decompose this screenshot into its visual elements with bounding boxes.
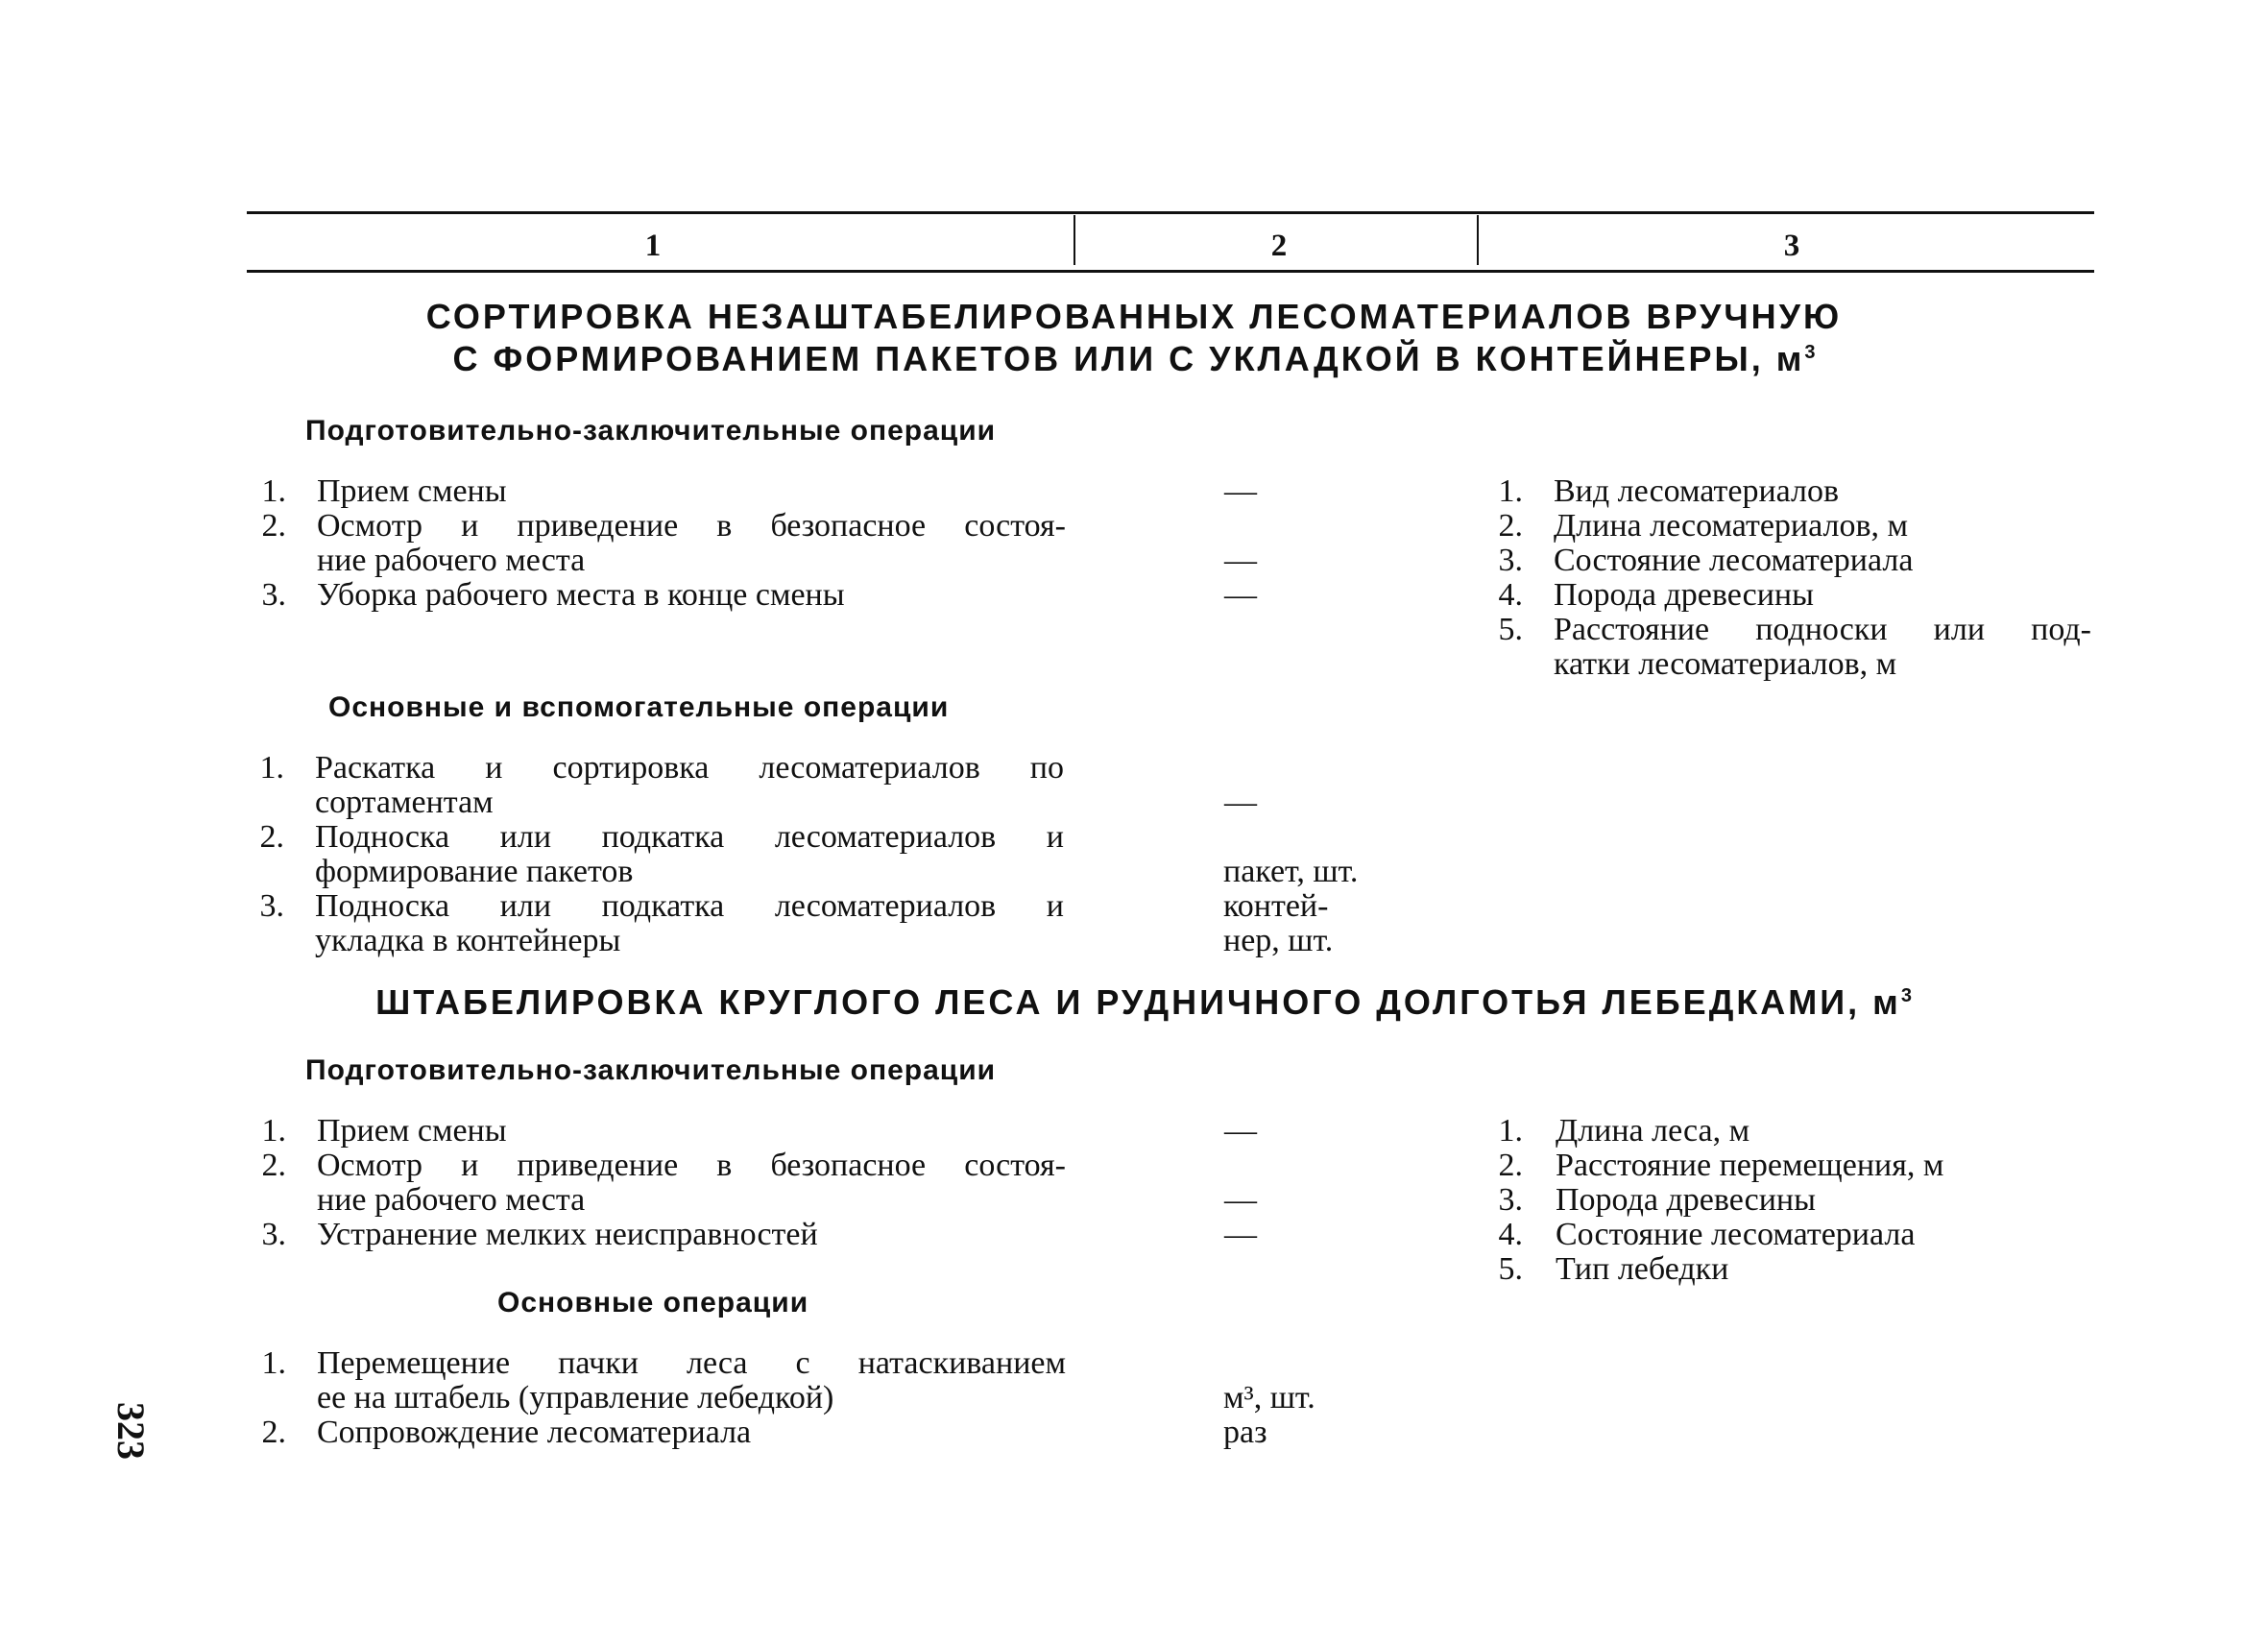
factor-item-continuation: катки лесоматериалов, м bbox=[1554, 646, 1897, 682]
table-header-rule bbox=[247, 270, 2094, 273]
unit-value: м³, шт. bbox=[1223, 1380, 1315, 1415]
list-number: 1. bbox=[259, 750, 284, 786]
section1-prep-heading: Подготовительно-заключительные операции bbox=[305, 415, 997, 447]
factor-item: Порода древесины bbox=[1556, 1182, 1816, 1218]
factor-item: Расстояние перемещения, м bbox=[1556, 1148, 1944, 1183]
factor-number: 1. bbox=[1498, 1113, 1523, 1149]
unit-value: — bbox=[1224, 577, 1257, 613]
unit-value: раз bbox=[1223, 1415, 1267, 1450]
column-header-2: 2 bbox=[1270, 229, 1288, 263]
unit-value: контей- bbox=[1223, 888, 1329, 924]
list-item: Подноска или подкатка лесоматериалов и bbox=[315, 819, 1064, 855]
factor-item: Состояние лесоматериала bbox=[1556, 1217, 1916, 1252]
factor-number: 4. bbox=[1498, 577, 1523, 613]
section2-prep-heading: Подготовительно-заключительные операции bbox=[305, 1054, 997, 1086]
list-number: 1. bbox=[261, 1345, 286, 1381]
factor-number: 3. bbox=[1498, 1182, 1523, 1218]
list-number: 2. bbox=[259, 819, 284, 855]
list-item: Осмотр и приведение в безопасное состоя- bbox=[317, 1148, 1066, 1183]
column-divider-1 bbox=[1074, 215, 1075, 265]
page-number: 323 bbox=[109, 1402, 153, 1460]
list-item-continuation: ее на штабель (управление лебедкой) bbox=[317, 1380, 834, 1415]
unit-value: пакет, шт. bbox=[1223, 854, 1359, 889]
factor-number: 2. bbox=[1498, 1148, 1523, 1183]
factor-item: Длина лесоматериалов, м bbox=[1554, 508, 1909, 544]
unit-value: — bbox=[1224, 473, 1257, 509]
factor-number: 5. bbox=[1498, 612, 1523, 647]
list-item: Сопровождение лесоматериала bbox=[317, 1415, 752, 1450]
factor-item: Порода древесины bbox=[1554, 577, 1814, 613]
section1-title-line1: СОРТИРОВКА НЕЗАШТАБЕЛИРОВАННЫХ ЛЕСОМАТЕРИАЛОВ ВРУЧНУЮ bbox=[425, 297, 1843, 336]
factor-number: 4. bbox=[1498, 1217, 1523, 1252]
column-divider-2 bbox=[1477, 215, 1479, 265]
list-number: 3. bbox=[259, 888, 284, 924]
list-number: 2. bbox=[261, 1148, 286, 1183]
column-header-3: 3 bbox=[1783, 229, 1800, 263]
section1-main-heading: Основные и вспомогательные операции bbox=[328, 691, 950, 723]
factor-number: 2. bbox=[1498, 508, 1523, 544]
unit-value-continuation: нер, шт. bbox=[1223, 923, 1334, 958]
section1-title-line2: С ФОРМИРОВАНИЕМ ПАКЕТОВ ИЛИ С УКЛАДКОЙ В КОНТЕЙНЕРЫ, $м^3$ bbox=[452, 339, 1816, 378]
table-top-rule bbox=[247, 211, 2094, 214]
factor-item: Вид лесоматериалов bbox=[1554, 473, 1840, 509]
list-item: Уборка рабочего места в конце смены bbox=[317, 577, 845, 613]
unit-value: — bbox=[1224, 543, 1257, 578]
list-item-continuation: ние рабочего места bbox=[317, 543, 586, 578]
list-number: 1. bbox=[261, 473, 286, 509]
list-item-continuation: укладка в контейнеры bbox=[315, 923, 621, 958]
list-item: Устранение мелких неисправностей bbox=[317, 1217, 818, 1252]
factor-number: 3. bbox=[1498, 543, 1523, 578]
list-item: Прием смены bbox=[317, 473, 507, 509]
section2-main-heading: Основные операции bbox=[497, 1287, 809, 1318]
list-item-continuation: ние рабочего места bbox=[317, 1182, 586, 1218]
list-item: Прием смены bbox=[317, 1113, 507, 1149]
list-item: Подноска или подкатка лесоматериалов и bbox=[315, 888, 1064, 924]
list-item-continuation: формирование пакетов bbox=[315, 854, 634, 889]
list-number: 3. bbox=[261, 1217, 286, 1252]
factor-item: Длина леса, м bbox=[1556, 1113, 1750, 1149]
factor-item: Состояние лесоматериала bbox=[1554, 543, 1914, 578]
list-item: Раскатка и сортировка лесоматериалов по bbox=[315, 750, 1064, 786]
list-number: 2. bbox=[261, 508, 286, 544]
section2-title: ШТАБЕЛИРОВКА КРУГЛОГО ЛЕСА И РУДНИЧНОГО ДОЛГОТЬЯ ЛЕБЕДКАМИ, $м^3$ bbox=[375, 982, 1912, 1022]
factor-item: Расстояние подноски или под- bbox=[1554, 612, 2091, 647]
unit-value: — bbox=[1224, 1217, 1257, 1252]
factor-number: 1. bbox=[1498, 473, 1523, 509]
unit-value: — bbox=[1224, 785, 1257, 820]
factor-number: 5. bbox=[1498, 1251, 1523, 1287]
unit-value: — bbox=[1224, 1182, 1257, 1218]
unit-value: — bbox=[1224, 1113, 1257, 1149]
list-item: Перемещение пачки леса с натаскиванием bbox=[317, 1345, 1066, 1381]
list-number: 1. bbox=[261, 1113, 286, 1149]
column-header-1: 1 bbox=[644, 229, 662, 263]
list-number: 2. bbox=[261, 1415, 286, 1450]
list-item: Осмотр и приведение в безопасное состоя- bbox=[317, 508, 1066, 544]
factor-item: Тип лебедки bbox=[1556, 1251, 1729, 1287]
list-number: 3. bbox=[261, 577, 286, 613]
list-item-continuation: сортаментам bbox=[315, 785, 494, 820]
